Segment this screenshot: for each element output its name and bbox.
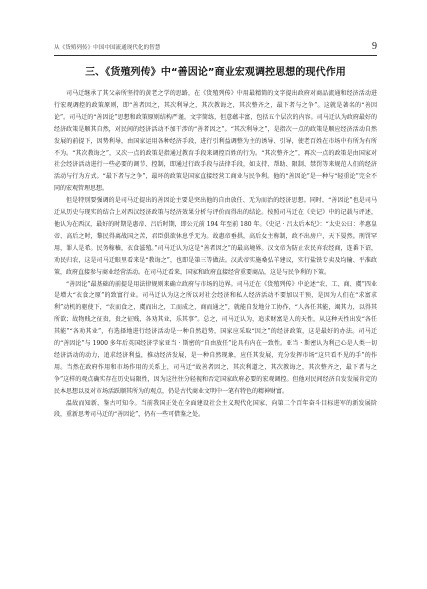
paragraph: 温故而知新，鉴古可知今。当前我国正处在全面建设社会主义现代化国家、向第二个百年奋斗目标进军的新发展阶段，重新思考司马迁的“善因论”，仍有一些可借鉴之处。 xyxy=(54,399,377,419)
page-number: 9 xyxy=(372,41,377,52)
running-header xyxy=(54,41,377,56)
paragraph: “善因论”最基础的前提是用法律规则来确立政府与市场的边界。司马迁在《货殖列传》中论述“农、工、商、虞”四业是增大“衣食之原”的致富行业。司马迁认为这之所以对社会经济和私人经济活动不要加以干预，是因为人们在“求富求利”动机的驱使下，“农而食之，虞而出之，工而成之，商而通之”，就能自发地分工协作，“人各任其能，竭其力，以得其所欲；故物贱之征贵，贵之征贱，各劝其业，乐其事”。总之，司马迁认为，追求财富是人的天性，从这种天性出发“各任其能”“各劝其业”，有选择地进行经济活动是一种自然趋势，国家应采取“因之”的经济政策，这是最好的办法。司马迁的“善因论”与 1900 多年后英国经济学家亚当 · 斯密的“自由放任”论具有内在一致性。亚当 · 斯密认为利己心是人类一切经济活动的动力，追求经济利益，推动经济发展，是一种自然现象，应任其发展，充分发挥市场“这只看不见的手”的作用。当然在政府作用和市场作用的关系上，司马迁“故善者因之，其次利道之，其次教诲之，其次整齐之，最下者与之争”这样的观点确实存在历史局限性，因为这往往分轻视和否定国家政府必要的宏观调控。但他对民间经济自发发展肯定的民本思想以及对市场活跃顺其所为的观点，仍是古代商业文明中一笔有特色的精神财富。 xyxy=(54,280,377,395)
body-text xyxy=(54,88,377,421)
paragraph: 但是特别要强调的是司马迁提出的善因论主要是突出他的自由放任、无为而治的经济思想。同时，“善因论”也是司马迁从历史与现实的结合上对西汉经济政策与经济效果分析与评价而得出的结论。按照司马迁在《史记》中的记载与评述，他认为在西汉，最好的时期是惠帝、吕后时期，即公元前 194 年至前 180 年。《史记 · 吕太后本纪》：“太史公曰：孝惠皇帝、高后之时，黎民得离战国之苦，君臣俱欲休息乎无为。故惠帝垂拱，高后女主称制，政不出房户，天下晏然。刑罚罕用，罪人是希。民务稼穑，衣食滋殖。”司马迁认为这是“善者因之”的最高境界。汉文帝为防止农民弃农经商，连番下诏，劝民归农，这是司马迁眼里看来是“教诲之”，也即是第三等做法。汉武帝实施桑弘羊建议，实行盐铁专卖及均输、平准政策，政府直接参与商业经营活动。在司马迁看来，国家和政府直接经营重要商品，这是与民争利的下策。 xyxy=(54,197,377,276)
paragraph: 司马迁继承了其父亲所坚持的黄老之学的思路，在《货殖列传》中用最精简的文字提出政府对商品流通和经济活动进行宏观调控的政策原则，即“善者因之，其次利导之，其次教诲之，其次整齐之，最下者与之争”。这就是著名的“善因论”。司马迁的“善因论”思想和政策原则结构严谨，文字简练，但意蕴丰富，包括五个层次的内容。司马迁认为政府最好的经济政策是顺其自然，对民间的经济活动不加干涉的“善者因之”。“其次利导之”，是指次一点的政策是顺应经济活动自然发展的前提下，因势利导，由国家运用各种经济手段，进行引利益调整为主的诱导、引导，使老百姓在市场中有所为有所不为。“其次教诲之”，又次一点的政策是指通过教育手段来调控百姓的行为。“其次整齐之”，再次一点的政策是由国家对社会经济活动进行一些必要的调节、控制，即通过行政手段与法律手段，如支持、帮助、限制、禁罚等来规范人们的经济活动与行为方式。“最下者与之争”，最坏的政策是国家直接经营工商业与民争利。他的“善因论”是一种与“轻重论”完全不同的宏观管理思想。 xyxy=(54,90,377,193)
section-heading: 三、《货殖列传》中“善因论”商业宏观调控思想的现代作用 xyxy=(85,67,346,78)
running-title: 从《货殖列传》中国中国流通现代化的智慧 xyxy=(54,45,161,51)
